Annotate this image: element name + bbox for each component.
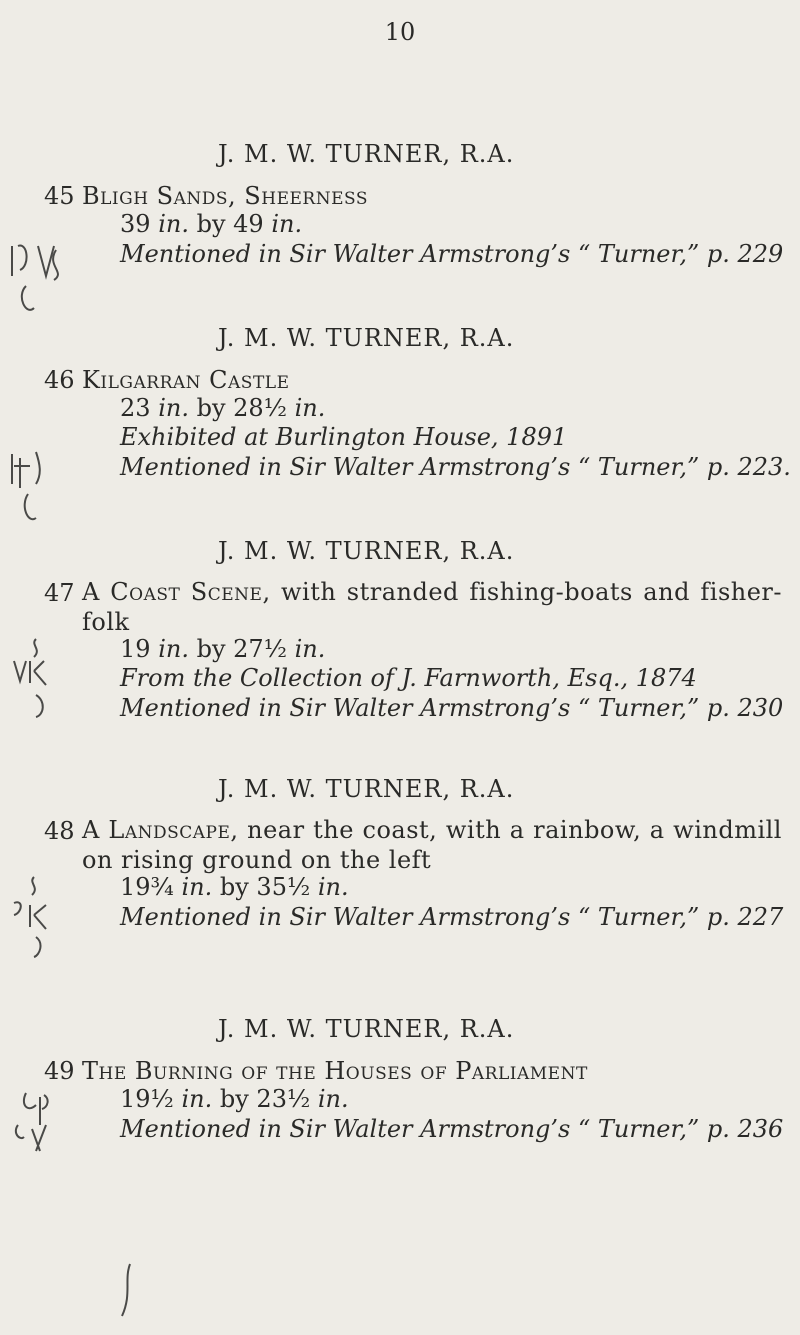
pencil-annotation-mark: [6, 236, 76, 326]
artist-heading: J. M. W. TURNER, R.A.: [218, 324, 515, 352]
lot-note: From the Collection of J. Farnworth, Esq., 1874: [120, 664, 697, 692]
lot-title: A Landscape, near the coast, with a rainbow, a windmill on rising ground on the left: [82, 816, 782, 874]
lot-dimensions: 19 in. by 27½ in.: [120, 635, 326, 663]
lot-dimensions: 39 in. by 49 in.: [120, 210, 303, 238]
lot-number: 46: [44, 366, 75, 394]
lot-note: Mentioned in Sir Walter Armstrong’s “ Turner,” p. 223.: [120, 453, 791, 481]
pencil-stroke-mark: [110, 1260, 150, 1320]
pencil-annotation-mark: [6, 871, 76, 961]
lot-note: Exhibited at Burlington House, 1891: [120, 423, 568, 451]
artist-heading: J. M. W. TURNER, R.A.: [218, 1015, 515, 1043]
lot-note: Mentioned in Sir Walter Armstrong’s “ Turner,” p. 230: [120, 694, 784, 722]
artist-heading: J. M. W. TURNER, R.A.: [218, 140, 515, 168]
lot-title: Bligh Sands, Sheerness: [82, 182, 368, 210]
artist-heading: J. M. W. TURNER, R.A.: [218, 775, 515, 803]
lot-number: 47: [44, 579, 75, 607]
lot-dimensions: 19¾ in. by 35½ in.: [120, 873, 349, 901]
lot-title: Kilgarran Castle: [82, 366, 290, 394]
lot-title: The Burning of the Houses of Parliament: [82, 1057, 588, 1085]
lot-number: 45: [44, 182, 75, 210]
artist-heading: J. M. W. TURNER, R.A.: [218, 537, 515, 565]
lot-dimensions: 19½ in. by 23½ in.: [120, 1085, 349, 1113]
pencil-annotation-mark: [6, 1085, 76, 1175]
lot-note: Mentioned in Sir Walter Armstrong’s “ Turner,” p. 227: [120, 903, 784, 931]
lot-note: Mentioned in Sir Walter Armstrong’s “ Turner,” p. 229: [120, 240, 784, 268]
pencil-annotation-mark: [6, 631, 76, 721]
lot-number: 49: [44, 1057, 75, 1085]
lot-dimensions: 23 in. by 28½ in.: [120, 394, 326, 422]
page-number: 10: [384, 18, 416, 46]
lot-note: Mentioned in Sir Walter Armstrong’s “ Turner,” p. 236: [120, 1115, 784, 1143]
lot-number: 48: [44, 817, 75, 845]
pencil-annotation-mark: [6, 444, 76, 534]
lot-title: A Coast Scene, with stranded fishing-boats and fisher-folk: [82, 578, 782, 636]
